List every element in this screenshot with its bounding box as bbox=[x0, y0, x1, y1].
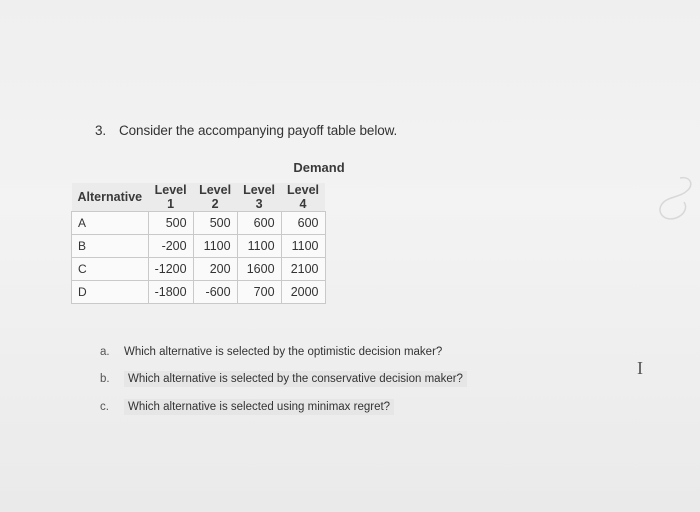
cell-value: 1100 bbox=[193, 235, 237, 258]
cell-alternative: B bbox=[72, 235, 149, 258]
subquestion-a bbox=[100, 346, 443, 358]
cell-value: -600 bbox=[193, 281, 237, 304]
payoff-table bbox=[71, 183, 326, 304]
cell-value: 2000 bbox=[281, 281, 325, 304]
cell-value: -1800 bbox=[148, 281, 193, 304]
column-header-level-3: Level 3 bbox=[237, 183, 281, 212]
column-header-level-2: Level 2 bbox=[193, 183, 237, 212]
subquestion-b bbox=[100, 373, 467, 385]
table-row bbox=[72, 212, 326, 235]
text-cursor-icon: I bbox=[637, 358, 643, 378]
subquestion-letter: c. bbox=[100, 401, 109, 413]
subquestion-c bbox=[100, 401, 394, 413]
cell-alternative: C bbox=[72, 258, 149, 281]
subquestion-text: Which alternative is selected by the optimistic decision maker? bbox=[124, 346, 443, 358]
cell-value: 1100 bbox=[281, 235, 325, 258]
table-row bbox=[72, 235, 326, 258]
question-3 bbox=[95, 123, 397, 138]
subquestion-letter: a. bbox=[100, 346, 110, 358]
cell-value: 600 bbox=[281, 212, 325, 235]
cell-alternative: A bbox=[72, 212, 149, 235]
question-text: Consider the accompanying payoff table below. bbox=[119, 123, 398, 138]
cell-value: 500 bbox=[193, 212, 237, 235]
table-header-row bbox=[72, 183, 326, 212]
pen-scribble-icon bbox=[650, 170, 695, 230]
cell-value: 500 bbox=[148, 212, 193, 235]
cell-value: -1200 bbox=[148, 258, 193, 281]
column-header-level-4: Level 4 bbox=[281, 183, 325, 212]
subquestion-letter: b. bbox=[100, 373, 110, 385]
cell-value: -200 bbox=[148, 235, 193, 258]
cell-value: 200 bbox=[193, 258, 237, 281]
table-row bbox=[72, 281, 326, 304]
table-row bbox=[72, 258, 326, 281]
subquestion-text: Which alternative is selected by the conservative decision maker? bbox=[124, 371, 467, 387]
cell-value: 1600 bbox=[237, 258, 281, 281]
question-number: 3. bbox=[95, 123, 107, 138]
cell-alternative: D bbox=[72, 281, 149, 304]
cell-value: 600 bbox=[237, 212, 281, 235]
cell-value: 700 bbox=[237, 281, 281, 304]
column-header-level-1: Level 1 bbox=[148, 183, 193, 212]
cell-value: 1100 bbox=[237, 235, 281, 258]
cell-value: 2100 bbox=[281, 258, 325, 281]
subquestion-text: Which alternative is selected using minimax regret? bbox=[124, 399, 394, 415]
column-header-alternative: Alternative bbox=[72, 183, 149, 212]
demand-header: Demand bbox=[293, 160, 345, 175]
